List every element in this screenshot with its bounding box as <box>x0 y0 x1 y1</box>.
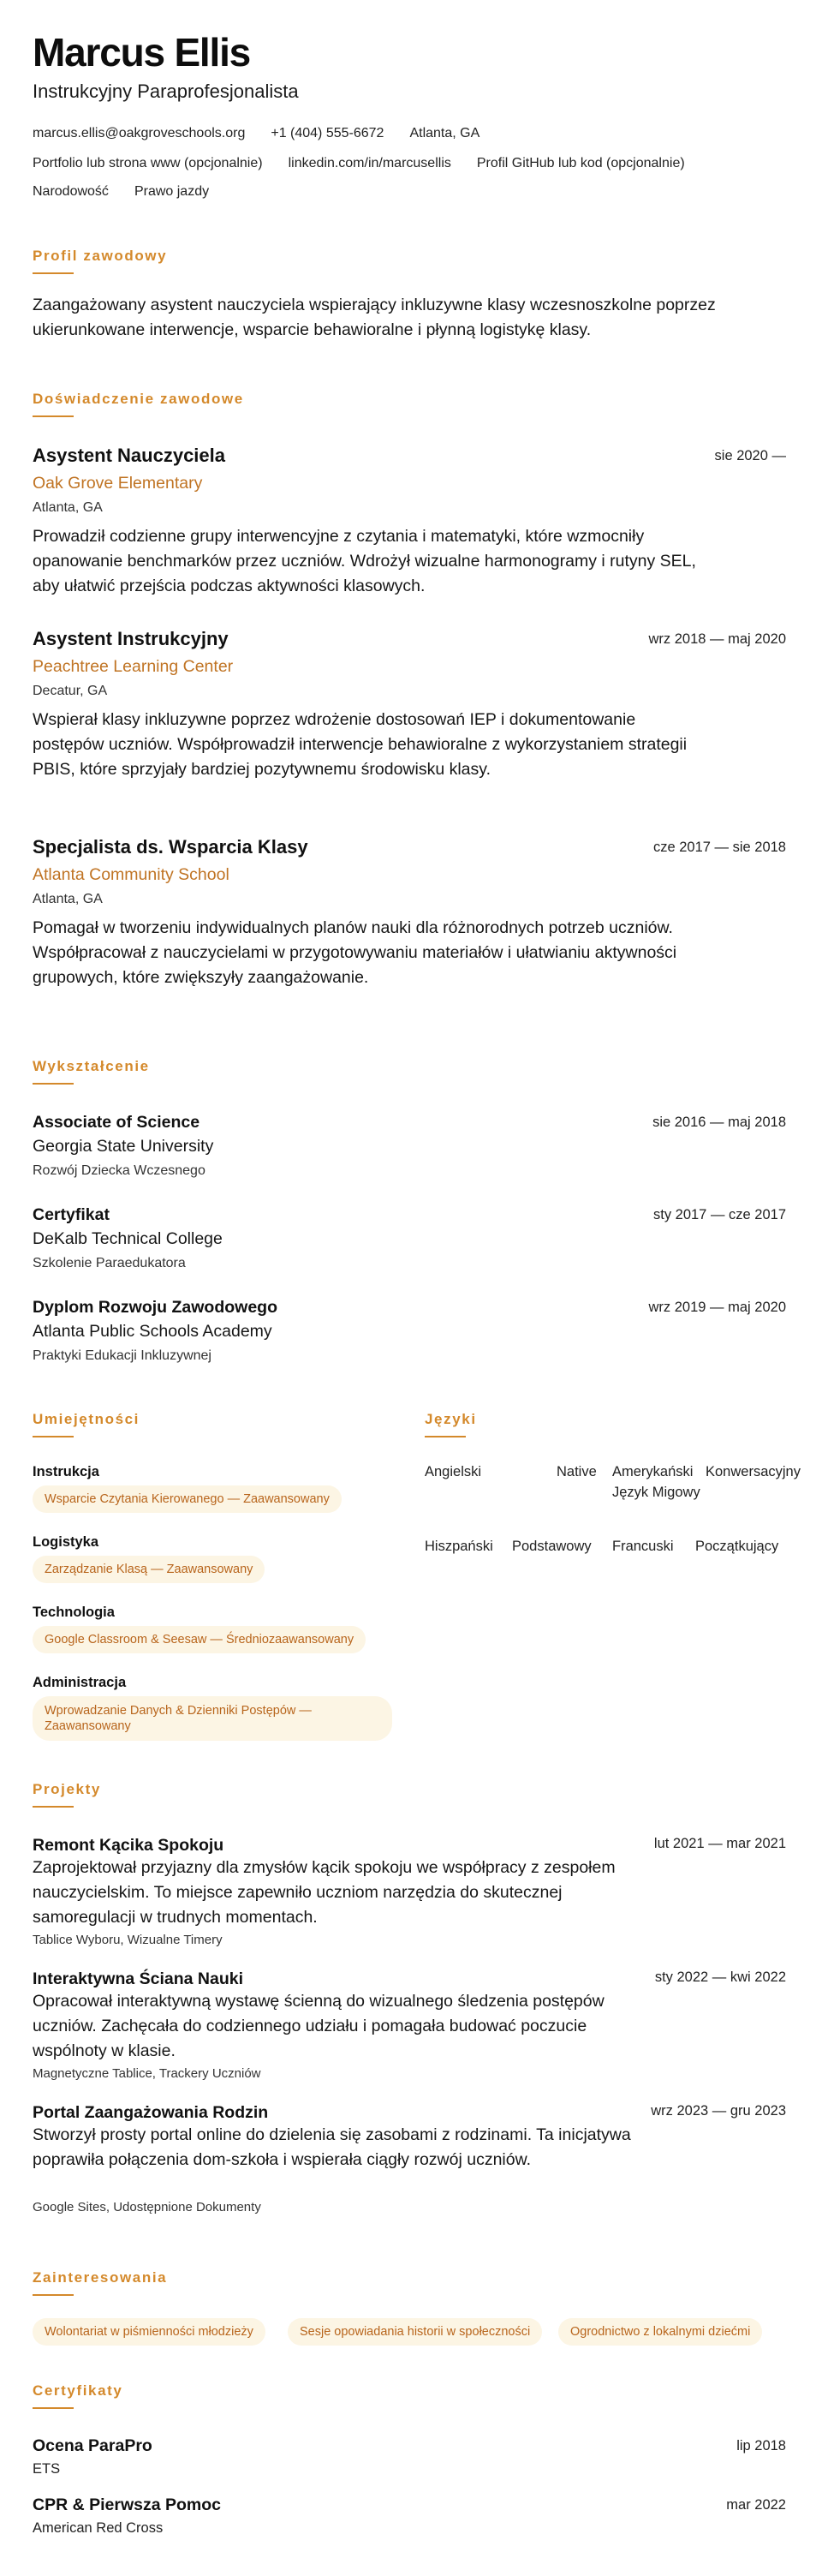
contact-email[interactable]: marcus.ellis@oakgroveschools.org <box>33 126 246 140</box>
project-description: Stworzył prosty portal online do dzielenia się zasobami z rodzinami. Ta inicjatywa poprawiła połączenia dom-szkoła i wspierała ciągły rozwój uczniów. <box>33 2125 631 2169</box>
section-title-languages: Języki <box>425 1411 477 1427</box>
interest-tag: Ogrodnictwo z lokalnymi dziećmi <box>558 2318 762 2346</box>
education-school: Atlanta Public Schools Academy <box>33 1322 272 1341</box>
project-dates: sty 2022 — kwi 2022 <box>654 1969 786 1985</box>
education-dates: sty 2017 — cze 2017 <box>652 1207 786 1222</box>
job-description: Prowadził codzienne grupy interwencyjne z czytania i matematyki, które wzmocniły opanowanie benchmarków przez uczniów. Wdrożył wizualne harmonogramy i rutyny SEL, aby ułatwić przejścia podczas aktywności klasowych. <box>33 527 696 595</box>
section-title-interests: Zainteresowania <box>33 2269 168 2286</box>
project-title: Portal Zaangażowania Rodzin <box>33 2103 269 2122</box>
project-tools: Google Sites, Udostępnione Dokumenty <box>33 2200 261 2214</box>
section-title-profile: Profil zawodowy <box>33 248 168 264</box>
skill-tag: Wsparcie Czytania Kierowanego — Zaawansowany <box>33 1485 342 1513</box>
section-title-experience: Doświadczenie zawodowe <box>33 391 244 407</box>
section-divider <box>33 1083 74 1085</box>
project-description: Zaprojektował przyjazny dla zmysłów kącik spokoju we współpracy z zespołem nauczycielskim. To miejsce zapewniło uczniom narzędzia do skutecznej samoregulacji w trudnych momentach. <box>33 1858 616 1927</box>
certificate-issuer: ETS <box>33 2461 61 2477</box>
education-school: DeKalb Technical College <box>33 1229 223 1248</box>
job-title: Specjalista ds. Wsparcia Klasy <box>33 836 308 858</box>
language-name: Hiszpański <box>425 1539 493 1554</box>
project-dates: lut 2021 — mar 2021 <box>653 1836 786 1851</box>
skill-tag: Google Classroom & Seesaw — Średniozaawansowany <box>33 1626 366 1653</box>
section-title-certificates: Certyfikaty <box>33 2382 123 2399</box>
project-dates: wrz 2023 — gru 2023 <box>651 2103 786 2119</box>
certificate-title: CPR & Pierwsza Pomoc <box>33 2495 221 2514</box>
education-dates: wrz 2019 — maj 2020 <box>648 1300 786 1315</box>
job-location: Atlanta, GA <box>33 892 103 906</box>
education-dates: sie 2016 — maj 2018 <box>652 1115 786 1130</box>
section-divider <box>33 272 74 274</box>
job-title: Asystent Instrukcyjny <box>33 628 229 649</box>
education-degree: Dyplom Rozwoju Zawodowego <box>33 1298 277 1317</box>
section-title-education: Wykształcenie <box>33 1058 150 1074</box>
project-tools: Tablice Wyboru, Wizualne Timery <box>33 1933 223 1947</box>
language-name: Angielski <box>425 1464 482 1479</box>
contact-license: Prawo jazdy <box>134 184 210 199</box>
candidate-title: Instrukcyjny Paraprofesjonalista <box>33 81 299 102</box>
section-divider <box>33 2407 74 2409</box>
language-level: Konwersacyjny <box>706 1464 801 1479</box>
job-description: Pomagał w tworzeniu indywidualnych planów nauki dla różnorodnych potrzeb uczniów. Współpracował z nauczycielami w przygotowywaniu materiałów i ułatwianiu aktywności grupowych, które zwiększyły zaangażowanie. <box>33 918 677 987</box>
skill-tag: Zarządzanie Klasą — Zaawansowany <box>33 1556 265 1583</box>
contact-row-1 <box>33 125 505 142</box>
language-level: Początkujący <box>695 1539 779 1554</box>
job-dates: cze 2017 — sie 2018 <box>652 840 786 855</box>
skill-category: Instrukcja <box>33 1464 99 1479</box>
contact-location: Atlanta, GA <box>409 126 480 140</box>
job-dates: wrz 2018 — maj 2020 <box>648 631 786 647</box>
certificate-date: lip 2018 <box>736 2438 786 2453</box>
project-title: Remont Kącika Spokoju <box>33 1836 224 1855</box>
education-school: Georgia State University <box>33 1137 214 1156</box>
contact-row-3 <box>33 183 235 200</box>
certificate-issuer: American Red Cross <box>33 2520 164 2536</box>
education-field: Szkolenie Paraedukatora <box>33 1256 186 1270</box>
project-title: Interaktywna Ściana Nauki <box>33 1969 244 1988</box>
project-description: Opracował interaktywną wystawę ścienną do wizualnego śledzenia postępów uczniów. Zachęcała do codziennego udziału i pomagała budować poczucie wspólnoty w klasie. <box>33 1992 605 2060</box>
job-dates: sie 2020 — <box>714 448 786 463</box>
section-title-skills: Umiejętności <box>33 1411 140 1427</box>
skill-tag: Wprowadzanie Danych & Dzienniki Postępów — Zaawansowany <box>33 1696 392 1741</box>
job-title: Asystent Nauczyciela <box>33 445 225 466</box>
job-location: Atlanta, GA <box>33 500 103 515</box>
certificate-date: mar 2022 <box>726 2497 786 2513</box>
education-field: Rozwój Dziecka Wczesnego <box>33 1163 205 1178</box>
interest-tag: Wolontariat w piśmienności młodzieży <box>33 2318 265 2346</box>
education-field: Praktyki Edukacji Inkluzywnej <box>33 1348 211 1363</box>
contact-linkedin[interactable]: linkedin.com/in/marcusellis <box>288 156 451 170</box>
contact-phone[interactable]: +1 (404) 555-6672 <box>271 126 384 140</box>
language-level: Native <box>557 1464 597 1479</box>
section-divider <box>33 1436 74 1437</box>
profile-summary: Zaangażowany asystent nauczyciela wspierający inkluzywne klasy wczesnoszkolne poprzez ukierunkowane interwencje, wsparcie behawioralne i płynną logistykę klasy. <box>33 296 716 339</box>
language-name: Francuski <box>612 1539 674 1554</box>
language-level: Podstawowy <box>512 1539 592 1554</box>
section-divider <box>33 2294 74 2296</box>
section-divider <box>33 415 74 417</box>
skill-category: Logistyka <box>33 1534 99 1550</box>
candidate-name: Marcus Ellis <box>33 30 251 75</box>
contact-nationality: Narodowość <box>33 184 109 199</box>
education-degree: Certyfikat <box>33 1205 110 1224</box>
section-divider <box>33 1806 74 1808</box>
certificate-title: Ocena ParaPro <box>33 2436 152 2455</box>
interest-tag: Sesje opowiadania historii w społeczności <box>288 2318 542 2346</box>
project-tools: Magnetyczne Tablice, Trackery Uczniów <box>33 2066 261 2081</box>
language-name: Amerykański Język Migowy <box>612 1464 700 1500</box>
job-description: Wspierał klasy inkluzywne poprzez wdrożenie dostosowań IEP i dokumentowanie postępów uczniów. Współprowadził interwencje behawioralne z wykorzystaniem strategii PBIS, które sprzyjały bardziej pozytywnemu środowisku klasy. <box>33 710 688 779</box>
job-company: Peachtree Learning Center <box>33 657 234 676</box>
education-degree: Associate of Science <box>33 1113 200 1132</box>
job-location: Decatur, GA <box>33 684 108 698</box>
section-divider <box>425 1436 466 1437</box>
skill-category: Technologia <box>33 1605 115 1620</box>
job-company: Atlanta Community School <box>33 865 229 884</box>
contact-portfolio[interactable]: Portfolio lub strona www (opcjonalnie) <box>33 156 263 170</box>
job-company: Oak Grove Elementary <box>33 474 203 493</box>
skill-category: Administracja <box>33 1675 127 1690</box>
contact-row-2 <box>33 155 711 172</box>
contact-github[interactable]: Profil GitHub lub kod (opcjonalnie) <box>476 156 685 170</box>
section-title-projects: Projekty <box>33 1781 101 1797</box>
